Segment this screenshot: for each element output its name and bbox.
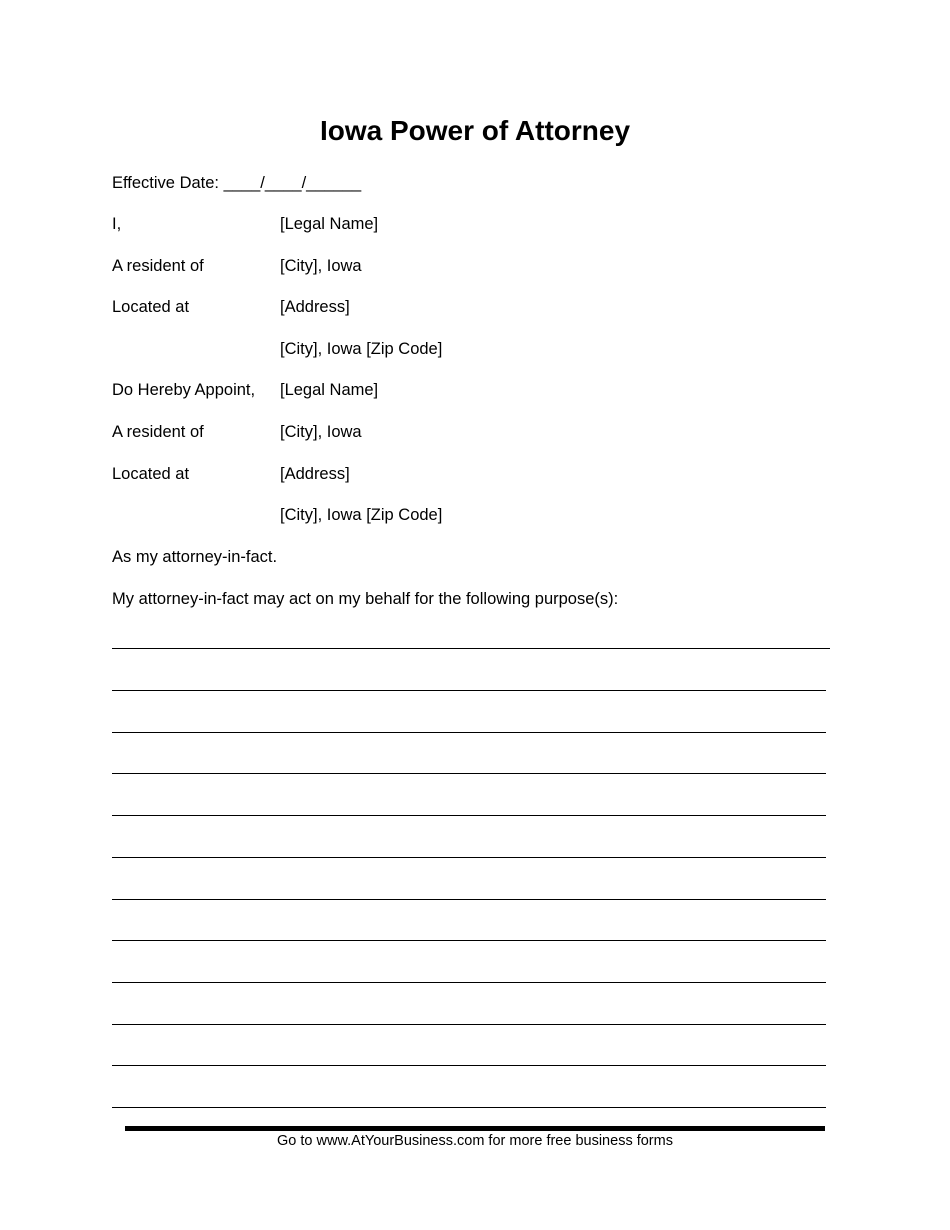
principal-city-zip-field: [City], Iowa [Zip Code]: [280, 340, 443, 358]
purpose-blank-line: [112, 773, 826, 774]
purpose-statement: My attorney-in-fact may act on my behalf for the following purpose(s):: [112, 590, 619, 608]
purpose-blank-line: [112, 1065, 826, 1066]
purpose-blank-line: [112, 1024, 826, 1025]
agent-resident-field: [City], Iowa: [280, 423, 362, 441]
attorney-statement: As my attorney-in-fact.: [112, 548, 278, 566]
agent-address-field: [Address]: [280, 465, 350, 483]
document-title: Iowa Power of Attorney: [319, 115, 631, 146]
principal-resident-label: A resident of: [112, 257, 204, 275]
purpose-blank-line: [112, 857, 826, 858]
purpose-blank-line: [112, 940, 826, 941]
principal-located-label: Located at: [112, 298, 190, 316]
agent-appoint-label: Do Hereby Appoint,: [112, 381, 256, 399]
principal-name-field: [Legal Name]: [280, 215, 379, 233]
purpose-blank-line: [112, 648, 830, 649]
footer-text: Go to www.AtYourBusiness.com for more free business forms: [277, 1133, 673, 1149]
purpose-blank-line: [112, 1107, 826, 1108]
purpose-blank-line: [112, 815, 826, 816]
purpose-blank-line: [112, 732, 826, 733]
purpose-blank-line: [112, 899, 826, 900]
principal-address-field: [Address]: [280, 298, 350, 316]
agent-located-label: Located at: [112, 465, 190, 483]
purpose-blank-line: [112, 982, 826, 983]
agent-name-field: [Legal Name]: [280, 381, 379, 399]
purpose-blank-line: [112, 690, 826, 691]
principal-resident-field: [City], Iowa: [280, 257, 362, 275]
agent-resident-label: A resident of: [112, 423, 204, 441]
principal-name-label: I,: [112, 215, 122, 233]
effective-date-line: Effective Date: ____/____/______: [112, 174, 362, 192]
agent-city-zip-field: [City], Iowa [Zip Code]: [280, 506, 443, 524]
